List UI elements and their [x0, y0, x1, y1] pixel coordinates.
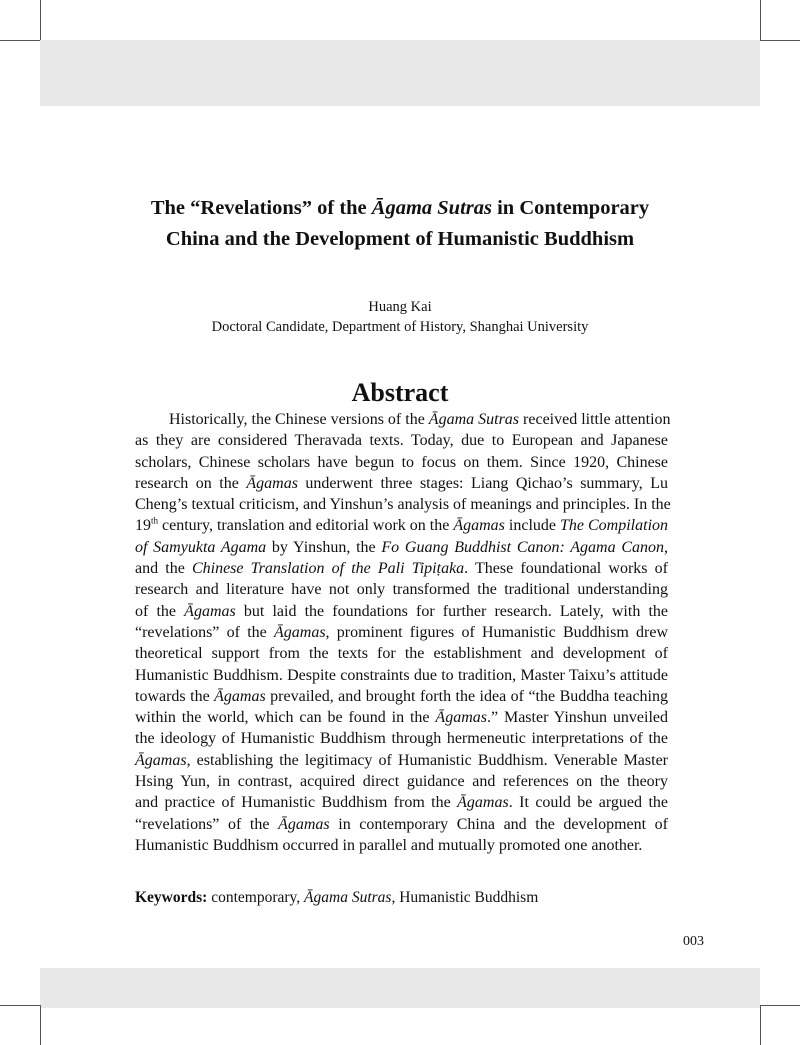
abstract-line: Humanistic Buddhism. Despite constraints due to tradition, Master Taixu’s attitude — [135, 666, 668, 684]
abstract-line: as they are considered Theravada texts. Today, due to European and Japanese — [135, 432, 668, 450]
abstract-line: Historically, the Chinese versions of the Āgama Sutras received little attention — [169, 411, 671, 428]
abstract-line: Cheng’s textual criticism, and Yinshun’s analysis of meanings and principles. In the — [135, 496, 671, 514]
abstract-body — [135, 409, 671, 856]
abstract-line: research on the Āgamas underwent three stages: Liang Qichao’s summary, Lu — [135, 474, 668, 492]
crop-mark — [40, 1005, 41, 1045]
footer-band — [40, 968, 760, 1008]
abstract-line: 19th century, translation and editorial work on the Āgamas include The Compilation — [135, 516, 669, 535]
abstract-line: research and literature have not only transformed the traditional understanding — [135, 581, 668, 599]
abstract-line: towards the Āgamas prevailed, and brought forth the idea of “the Buddha teaching — [135, 687, 669, 705]
crop-mark — [0, 1005, 40, 1006]
abstract-heading: Abstract — [351, 378, 449, 407]
abstract-line: the ideology of Humanistic Buddhism through hermeneutic interpretations of the — [135, 730, 668, 748]
abstract-line: Humanistic Buddhism occurred in parallel and mutually promoted one another. — [135, 836, 643, 854]
abstract-line: “revelations” of the Āgamas in contemporary China and the development of — [135, 815, 668, 833]
abstract-line: scholars, Chinese scholars have begun to focus on them. Since 1920, Chinese — [135, 453, 668, 471]
crop-mark — [760, 1005, 761, 1045]
author-block — [0, 297, 800, 337]
abstract-line: within the world, which can be found in the Āgamas.” Master Yinshun unveiled — [135, 709, 669, 727]
title-line-1: The “Revelations” of the Āgama Sutras in Contemporary — [150, 197, 650, 219]
title-line-2: China and the Development of Humanistic Buddhism — [165, 228, 635, 250]
page-number: 003 — [683, 934, 704, 949]
abstract-line: and the Chinese Translation of the Pali Tipiṭaka. These foundational works of — [135, 560, 668, 578]
keywords-label: Keywords: — [135, 889, 208, 906]
crop-mark — [760, 1005, 800, 1006]
abstract-line: of the Āgamas but laid the foundations for further research. Lately, with the — [135, 602, 669, 620]
abstract-line: of Samyukta Agama by Yinshun, the Fo Guang Buddhist Canon: Agama Canon, — [135, 538, 668, 556]
crop-mark — [760, 40, 800, 41]
crop-mark — [760, 0, 761, 40]
abstract-line: Hsing Yun, in contrast, acquired direct guidance and references on the theory — [135, 773, 668, 791]
abstract-line: “revelations” of the Āgamas, prominent figures of Humanistic Buddhism drew — [135, 623, 669, 641]
crop-mark — [0, 40, 40, 41]
author-affiliation: Doctoral Candidate, Department of History, Shanghai University — [211, 319, 589, 335]
abstract-line: theoretical support from the texts for the establishment and development of — [135, 645, 668, 663]
paper-title — [0, 193, 800, 255]
author-name: Huang Kai — [368, 299, 432, 315]
keywords: Keywords: contemporary, Āgama Sutras, Humanistic Buddhism — [135, 889, 539, 906]
abstract-line: and practice of Humanistic Buddhism from the Āgamas. It could be argued the — [135, 794, 668, 812]
abstract-line: Āgamas, establishing the legitimacy of Humanistic Buddhism. Venerable Master — [135, 751, 668, 769]
crop-mark — [40, 0, 41, 40]
header-band — [40, 40, 760, 106]
